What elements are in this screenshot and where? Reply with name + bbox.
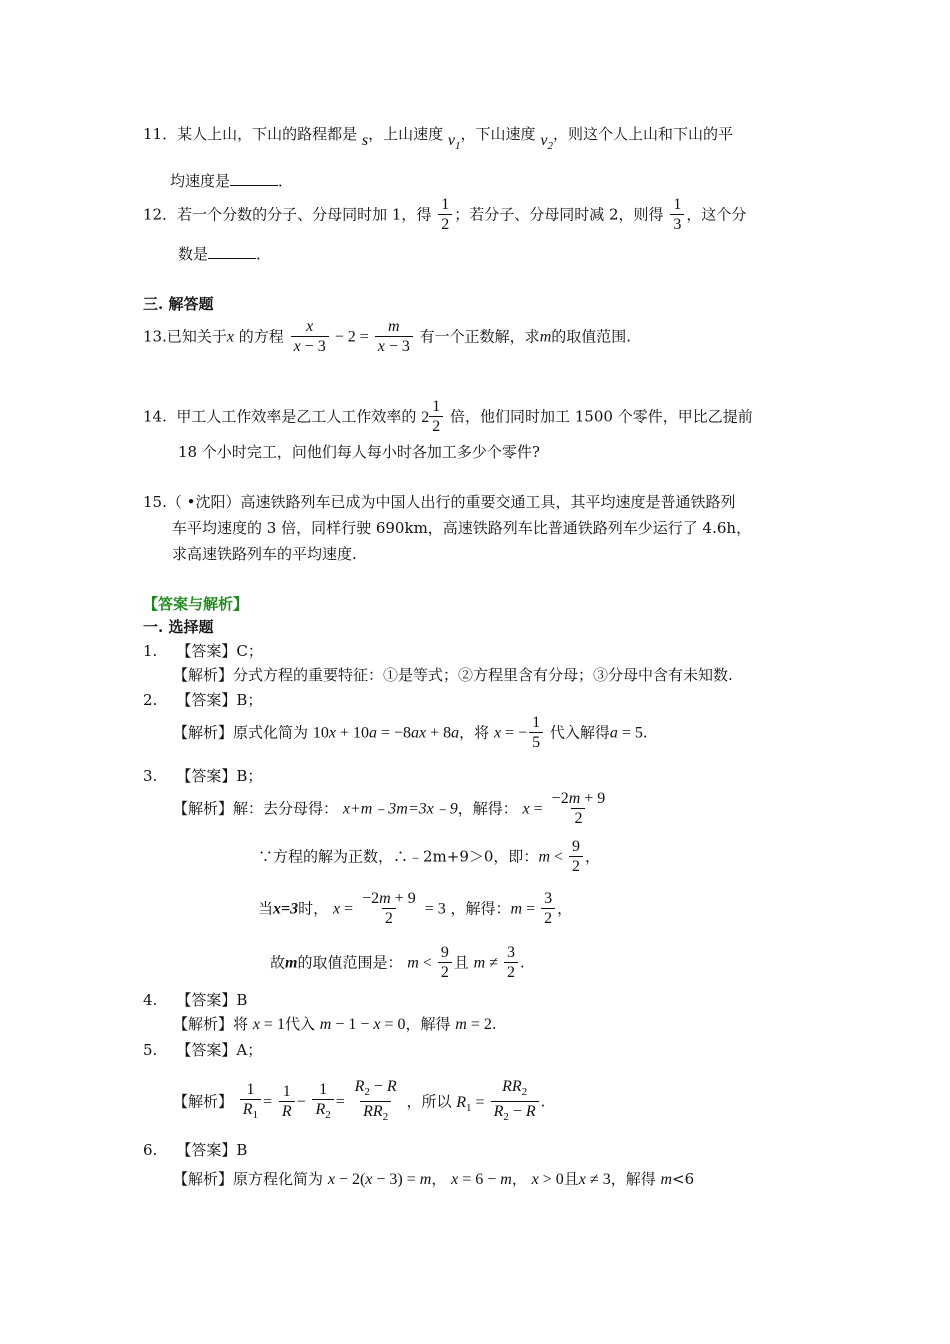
analysis-6: 【解析】原方程化简为 x − 2(x − 3) = m， x = 6 − m， x > 0且x ≠ 3，解得 m<6 (173, 1170, 695, 1188)
analysis-4: 【解析】将 x = 1代入 m − 1 − x = 0，解得 m = 2. (173, 1015, 497, 1033)
answer-4: 4. 【答案】B (143, 991, 248, 1009)
section-1-heading: 一. 选择题 (143, 618, 214, 636)
analysis-3: 【解析】解：去分母得： x+m﹣3m=3x﹣9，解得： x = $\frac{-2m + 9}{2}$ (173, 790, 606, 827)
answer-5: 5. 【答案】A； (143, 1041, 263, 1059)
analysis-3-line3: 当x=3时， x = $\frac{-2m + 9}{2}$ = 3 ，解得：m = $\frac{3}{2}$ ， (258, 890, 573, 927)
question-13: 13.已知关于x 的方程 $\frac{x}{x - 3}$ − 2 = $\frac{m}{x - 3}$ 有一个正数解，求m的取值范围. (143, 318, 632, 355)
answer-3: 3. 【答案】B； (143, 767, 263, 785)
answers-title: 【答案与解析】 (143, 595, 249, 613)
analysis-3-line4: 故m的取值范围是： m < $\frac{9}{2}$ 且 m ≠ $\frac{3}{2}$ . (270, 944, 525, 981)
analysis-2: 【解析】原式化简为 10x + 10a = −8ax + 8a，将 x = − $\frac{1}{5}$ 代入解得a = 5. (173, 714, 648, 751)
question-14: 14. 甲工人工作效率是乙工人工作效率的 2 $\frac{1}{2}$ 倍，他们同时加工 1500 个零件，甲比乙提前 (143, 398, 753, 435)
question-12-cont: 数是 ． (178, 245, 272, 263)
answer-1: 1. 【答案】C； (143, 642, 263, 660)
analysis-5: 【解析】 $\frac{1}{R_1}$ = $\frac{1}{R}$ − $\frac{1}{R_2}$ = $\frac{R_2 - R}{RR_2}$ ，所以 $R_1$ = $\frac{RR_2}{R_2 - R}$ . (173, 1078, 545, 1127)
question-14-cont: 18 个小时完工，问他们每人每小时各加工多少个零件? (178, 443, 540, 461)
section-3-heading: 三. 解答题 (143, 295, 214, 313)
answer-2: 2. 【答案】B； (143, 691, 263, 709)
question-11-cont: 均速度是 ． (170, 172, 294, 190)
question-12: 12．若一个分数的分子、分母同时加 1，得 $\frac{1}{2}$ ；若分子、分母同时减 2，则得 $\frac{1}{3}$ ，这个分 (143, 196, 747, 233)
question-15-line2: 车平均速度的 3 倍，同样行驶 690km，高速铁路列车比普通铁路列车少运行了 4.6h， (172, 519, 752, 537)
answer-6: 6. 【答案】B (143, 1141, 248, 1159)
question-15-line3: 求高速铁路列车的平均速度. (172, 545, 357, 563)
analysis-1: 【解析】分式方程的重要特征：①是等式；②方程里含有分母；③分母中含有未知数. (173, 666, 733, 684)
analysis-3-line2: ∵方程的解为正数，∴﹣2m+9＞0，即：m < $\frac{9}{2}$ ， (258, 838, 601, 875)
question-11: 11．某人上山，下山的路程都是 s，上山速度 $v_1$，下山速度 $v_2$，则这个人上山和下山的平 (143, 125, 733, 153)
question-15: 15.（ •沈阳）高速铁路列车已成为中国人出行的重要交通工具，其平均速度是普通铁路列 (143, 493, 736, 511)
